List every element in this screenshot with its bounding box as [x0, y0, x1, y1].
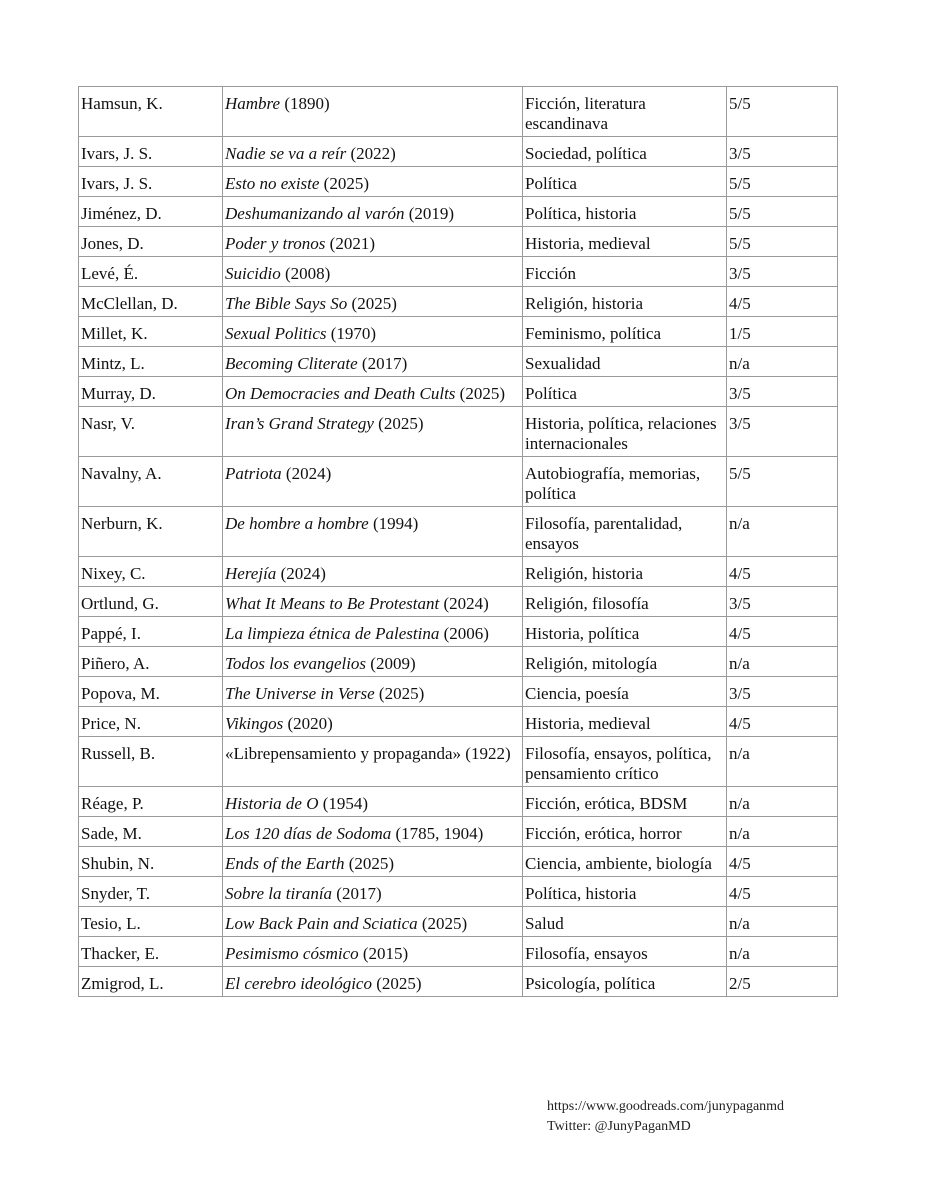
- author-cell: Nasr, V.: [79, 407, 223, 457]
- book-title: Sobre la tiranía: [225, 884, 333, 903]
- rating-cell: 4/5: [727, 287, 838, 317]
- table-row: [79, 907, 838, 937]
- book-year: (2019): [408, 204, 455, 223]
- book-year: (2024): [285, 464, 332, 483]
- rating-cell: 4/5: [727, 557, 838, 587]
- book-title: El cerebro ideológico: [225, 974, 372, 993]
- table-row: [79, 197, 838, 227]
- rating-cell: 4/5: [727, 617, 838, 647]
- table-row: [79, 167, 838, 197]
- rating-cell: 5/5: [727, 457, 838, 507]
- book-year: (2017): [336, 884, 382, 903]
- rating-cell: n/a: [727, 347, 838, 377]
- table-row: [79, 257, 838, 287]
- author-cell: Nerburn, K.: [79, 507, 223, 557]
- book-title: Sexual Politics: [225, 324, 327, 343]
- book-title: On Democracies and Death Cults: [225, 384, 456, 403]
- genre-cell: Historia, medieval: [523, 707, 727, 737]
- author-cell: Shubin, N.: [79, 847, 223, 877]
- book-year: (1954): [322, 794, 369, 813]
- title-cell: [223, 707, 523, 737]
- genre-cell: Historia, política: [523, 617, 727, 647]
- rating-cell: 5/5: [727, 197, 838, 227]
- author-cell: Pappé, I.: [79, 617, 223, 647]
- rating-cell: n/a: [727, 647, 838, 677]
- author-cell: Zmigrod, L.: [79, 967, 223, 997]
- book-year: (2024): [443, 594, 489, 613]
- title-cell: [223, 507, 523, 557]
- book-year: (2025): [376, 974, 422, 993]
- table-row: [79, 287, 838, 317]
- author-cell: Levé, É.: [79, 257, 223, 287]
- author-cell: Navalny, A.: [79, 457, 223, 507]
- book-year: (2006): [443, 624, 489, 643]
- title-cell: [223, 787, 523, 817]
- table-row: [79, 617, 838, 647]
- rating-cell: n/a: [727, 817, 838, 847]
- table-row: [79, 407, 838, 457]
- book-year: (2025): [421, 914, 468, 933]
- author-cell: Price, N.: [79, 707, 223, 737]
- book-title: Historia de O: [225, 794, 319, 813]
- author-cell: Piñero, A.: [79, 647, 223, 677]
- rating-cell: 2/5: [727, 967, 838, 997]
- book-title: Low Back Pain and Sciatica: [225, 914, 418, 933]
- title-cell: [223, 587, 523, 617]
- genre-cell: Religión, historia: [523, 287, 727, 317]
- book-year: (1994): [372, 514, 419, 533]
- table-row: [79, 707, 838, 737]
- rating-cell: 1/5: [727, 317, 838, 347]
- book-title: Becoming Cliterate: [225, 354, 358, 373]
- genre-cell: Sexualidad: [523, 347, 727, 377]
- title-cell: [223, 677, 523, 707]
- genre-cell: Sociedad, política: [523, 137, 727, 167]
- rating-cell: n/a: [727, 787, 838, 817]
- genre-cell: Filosofía, ensayos: [523, 937, 727, 967]
- reading-list-table: [78, 86, 838, 997]
- genre-cell: Política: [523, 167, 727, 197]
- genre-cell: Religión, mitología: [523, 647, 727, 677]
- title-cell: [223, 87, 523, 137]
- author-cell: Mintz, L.: [79, 347, 223, 377]
- author-cell: Ivars, J. S.: [79, 167, 223, 197]
- table-row: [79, 347, 838, 377]
- author-cell: Snyder, T.: [79, 877, 223, 907]
- author-cell: Ivars, J. S.: [79, 137, 223, 167]
- title-cell: [223, 197, 523, 227]
- table-row: [79, 507, 838, 557]
- genre-cell: Feminismo, política: [523, 317, 727, 347]
- book-year: (2025): [348, 854, 395, 873]
- book-year: (2008): [284, 264, 331, 283]
- title-cell: [223, 347, 523, 377]
- author-cell: Murray, D.: [79, 377, 223, 407]
- genre-cell: Religión, filosofía: [523, 587, 727, 617]
- table-row: [79, 377, 838, 407]
- table-row: [79, 87, 838, 137]
- genre-cell: Ciencia, poesía: [523, 677, 727, 707]
- genre-cell: Filosofía, ensayos, política, pensamiento crítico: [523, 737, 727, 787]
- rating-cell: 5/5: [727, 87, 838, 137]
- genre-cell: Psicología, política: [523, 967, 727, 997]
- book-title: Todos los evangelios: [225, 654, 367, 673]
- title-cell: [223, 167, 523, 197]
- rating-cell: n/a: [727, 737, 838, 787]
- genre-cell: Historia, medieval: [523, 227, 727, 257]
- title-cell: [223, 847, 523, 877]
- table-row: [79, 967, 838, 997]
- genre-cell: Ficción: [523, 257, 727, 287]
- book-year: (2025): [378, 414, 424, 433]
- table-row: [79, 227, 838, 257]
- rating-cell: 3/5: [727, 377, 838, 407]
- book-year: (1890): [284, 94, 330, 113]
- rating-cell: 3/5: [727, 587, 838, 617]
- author-cell: Réage, P.: [79, 787, 223, 817]
- book-year: (1922): [465, 744, 511, 763]
- genre-cell: Religión, historia: [523, 557, 727, 587]
- book-year: (1785, 1904): [395, 824, 484, 843]
- book-title: La limpieza étnica de Palestina: [225, 624, 440, 643]
- book-title: Deshumanizando al varón: [225, 204, 405, 223]
- genre-cell: Historia, política, relaciones internacionales: [523, 407, 727, 457]
- book-year: (2017): [361, 354, 408, 373]
- author-cell: Thacker, E.: [79, 937, 223, 967]
- table-row: [79, 737, 838, 787]
- table-row: [79, 587, 838, 617]
- genre-cell: Ciencia, ambiente, biología: [523, 847, 727, 877]
- title-cell: [223, 737, 523, 787]
- title-cell: [223, 937, 523, 967]
- author-cell: Jiménez, D.: [79, 197, 223, 227]
- rating-cell: 3/5: [727, 677, 838, 707]
- book-title: Hambre: [225, 94, 281, 113]
- title-cell: [223, 647, 523, 677]
- table-row: [79, 457, 838, 507]
- book-title: Iran’s Grand Strategy: [225, 414, 374, 433]
- book-title: Vikingos: [225, 714, 284, 733]
- title-cell: [223, 227, 523, 257]
- rating-cell: n/a: [727, 507, 838, 557]
- goodreads-link[interactable]: https://www.goodreads.com/junypaganmd: [547, 1099, 785, 1114]
- rating-cell: 3/5: [727, 257, 838, 287]
- author-cell: Russell, B.: [79, 737, 223, 787]
- genre-cell: Salud: [523, 907, 727, 937]
- table-row: [79, 317, 838, 347]
- table-row: [79, 817, 838, 847]
- book-title: Suicidio: [225, 264, 281, 283]
- genre-cell: Autobiografía, memorias, política: [523, 457, 727, 507]
- book-title: Herejía: [225, 564, 277, 583]
- genre-cell: Política: [523, 377, 727, 407]
- book-title: Patriota: [225, 464, 282, 483]
- author-cell: Ortlund, G.: [79, 587, 223, 617]
- table-row: [79, 677, 838, 707]
- title-cell: [223, 617, 523, 647]
- author-cell: Nixey, C.: [79, 557, 223, 587]
- table-row: [79, 787, 838, 817]
- genre-cell: Ficción, erótica, BDSM: [523, 787, 727, 817]
- book-year: (2009): [370, 654, 416, 673]
- book-title: Ends of the Earth: [225, 854, 345, 873]
- book-year: (2025): [323, 174, 369, 193]
- book-year: (2021): [329, 234, 375, 253]
- table-row: [79, 877, 838, 907]
- book-year: (2022): [350, 144, 396, 163]
- genre-cell: Ficción, literatura escandinava: [523, 87, 727, 137]
- author-cell: Hamsun, K.: [79, 87, 223, 137]
- book-title: What It Means to Be Protestant: [225, 594, 440, 613]
- title-cell: [223, 967, 523, 997]
- book-title: Pesimismo cósmico: [225, 944, 359, 963]
- book-title: De hombre a hombre: [225, 514, 369, 533]
- book-year: (1970): [330, 324, 377, 343]
- genre-cell: Ficción, erótica, horror: [523, 817, 727, 847]
- rating-cell: 5/5: [727, 167, 838, 197]
- genre-cell: Política, historia: [523, 877, 727, 907]
- book-title: Nadie se va a reír: [225, 144, 347, 163]
- genre-cell: Política, historia: [523, 197, 727, 227]
- title-cell: [223, 457, 523, 507]
- author-cell: Sade, M.: [79, 817, 223, 847]
- title-cell: [223, 377, 523, 407]
- footer: [547, 1097, 784, 1137]
- author-cell: Tesio, L.: [79, 907, 223, 937]
- book-title: The Universe in Verse: [225, 684, 375, 703]
- rating-cell: 4/5: [727, 877, 838, 907]
- title-cell: [223, 287, 523, 317]
- book-title: «Librepensamiento y propaganda»: [225, 744, 462, 763]
- rating-cell: 4/5: [727, 707, 838, 737]
- book-year: (2020): [287, 714, 333, 733]
- author-cell: McClellan, D.: [79, 287, 223, 317]
- book-title: The Bible Says So: [225, 294, 348, 313]
- rating-cell: n/a: [727, 907, 838, 937]
- title-cell: [223, 557, 523, 587]
- author-cell: Popova, M.: [79, 677, 223, 707]
- table-row: [79, 647, 838, 677]
- rating-cell: n/a: [727, 937, 838, 967]
- rating-cell: 3/5: [727, 407, 838, 457]
- table-row: [79, 137, 838, 167]
- book-year: (2024): [280, 564, 326, 583]
- title-cell: [223, 257, 523, 287]
- book-title: Poder y tronos: [225, 234, 326, 253]
- rating-cell: 4/5: [727, 847, 838, 877]
- title-cell: [223, 817, 523, 847]
- title-cell: [223, 137, 523, 167]
- book-title: Los 120 días de Sodoma: [225, 824, 392, 843]
- title-cell: [223, 907, 523, 937]
- rating-cell: 5/5: [727, 227, 838, 257]
- table-row: [79, 557, 838, 587]
- genre-cell: Filosofía, parentalidad, ensayos: [523, 507, 727, 557]
- book-year: (2025): [378, 684, 425, 703]
- author-cell: Jones, D.: [79, 227, 223, 257]
- author-cell: Millet, K.: [79, 317, 223, 347]
- table-row: [79, 847, 838, 877]
- book-year: (2015): [362, 944, 409, 963]
- book-year: (2025): [459, 384, 505, 403]
- table-body: [79, 87, 838, 997]
- table-row: [79, 937, 838, 967]
- title-cell: [223, 877, 523, 907]
- rating-cell: 3/5: [727, 137, 838, 167]
- book-title: Esto no existe: [225, 174, 320, 193]
- title-cell: [223, 317, 523, 347]
- title-cell: [223, 407, 523, 457]
- book-year: (2025): [351, 294, 397, 313]
- twitter-handle: Twitter: @JunyPaganMD: [547, 1119, 691, 1134]
